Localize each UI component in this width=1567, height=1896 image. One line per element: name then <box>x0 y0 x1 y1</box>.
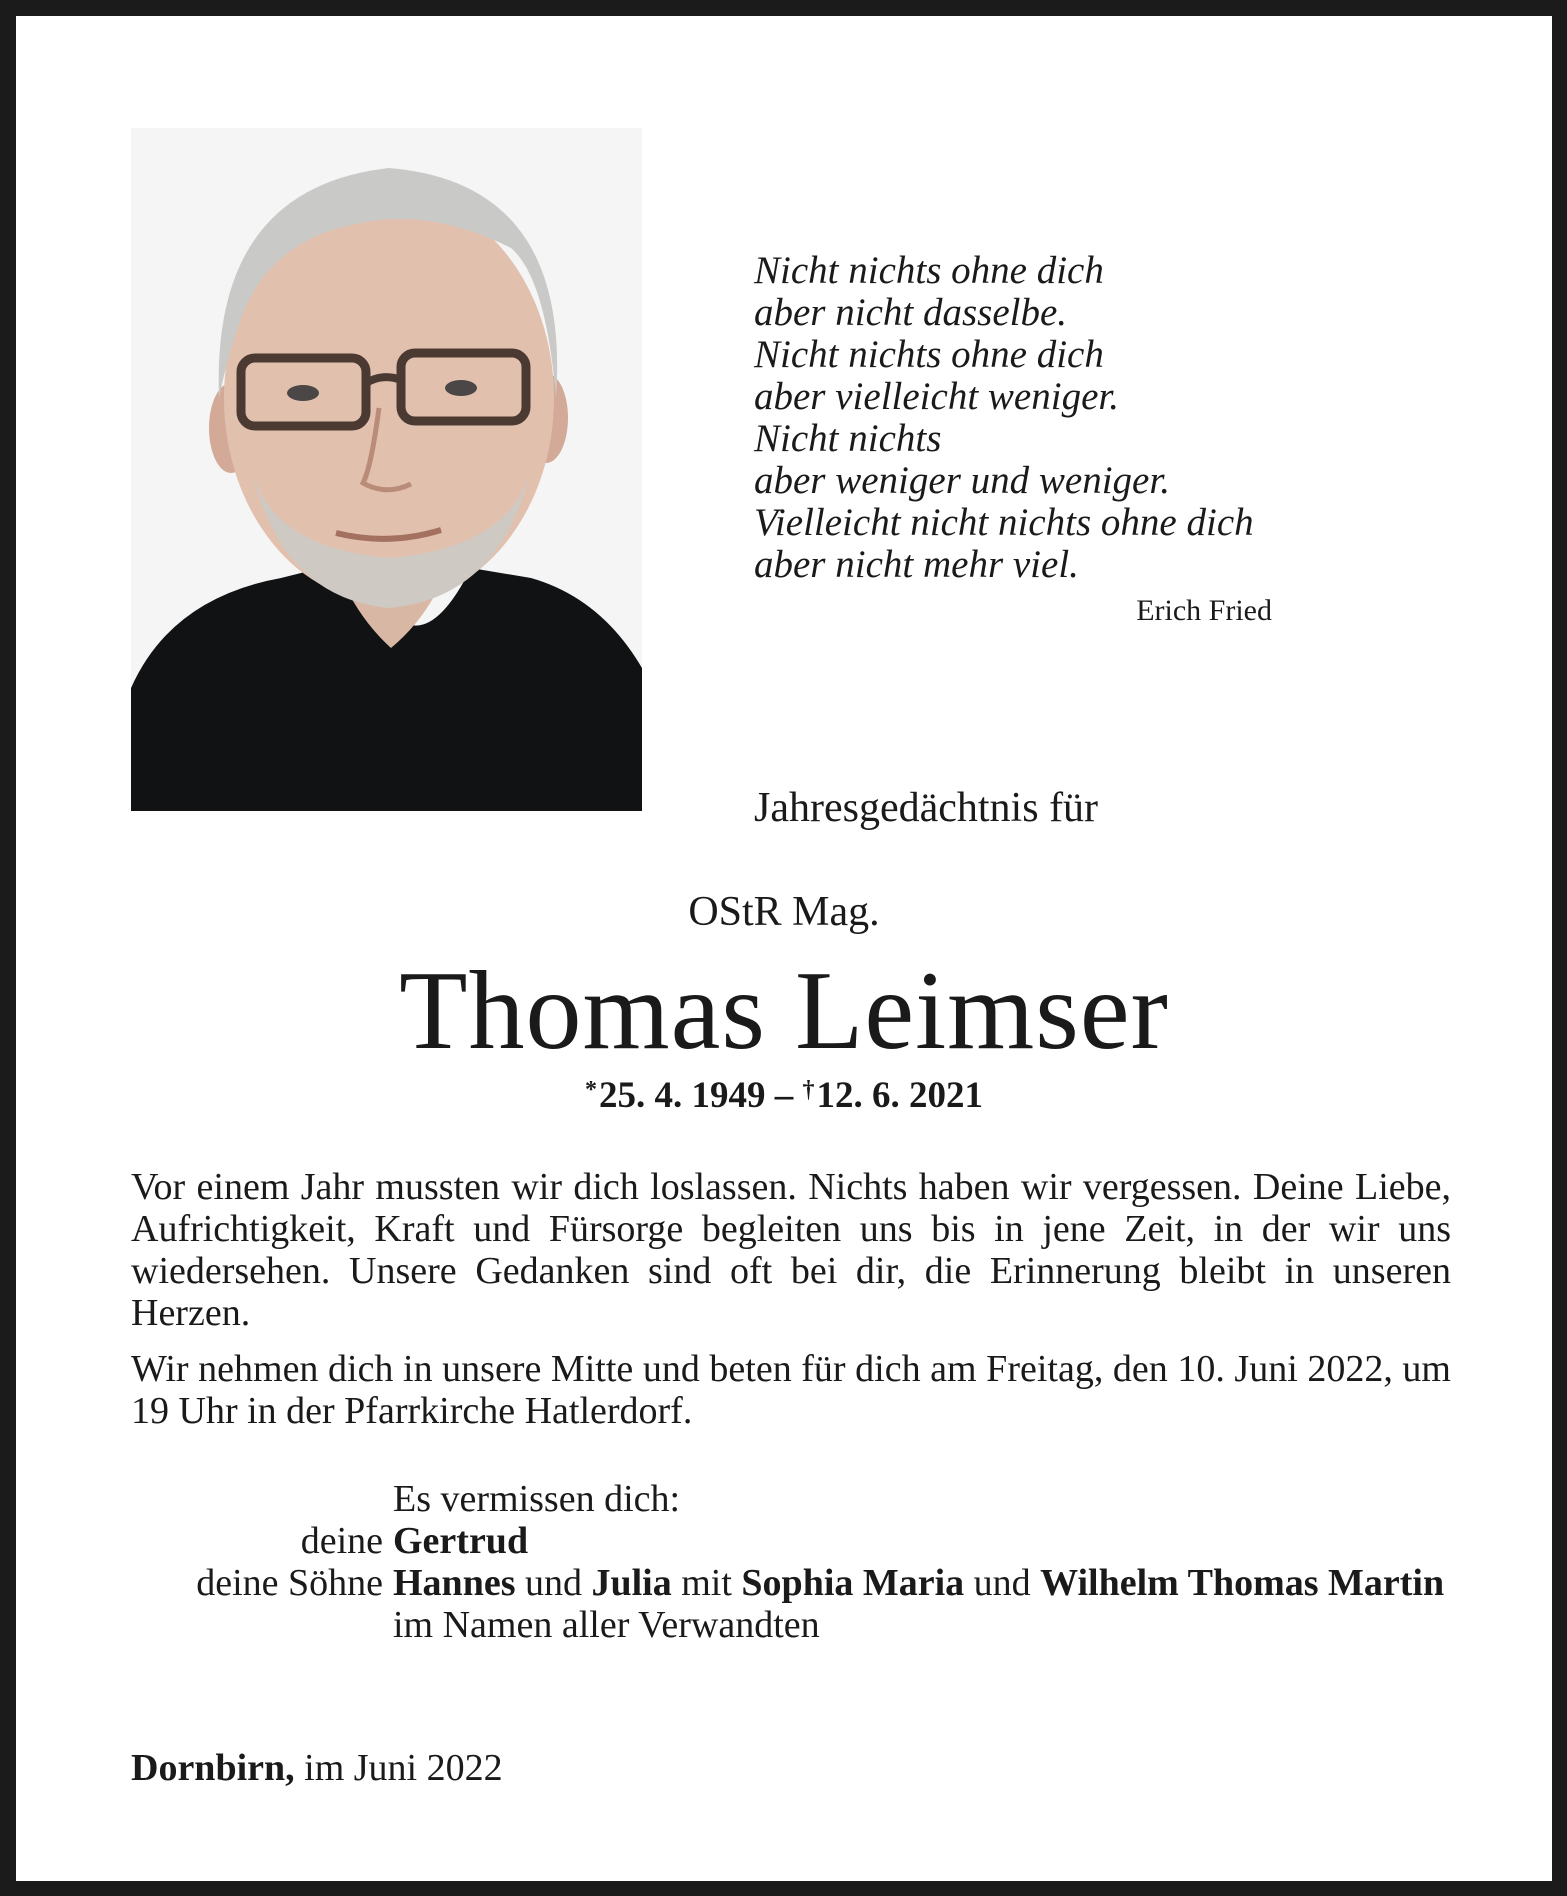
deceased-name: Thomas Leimser <box>399 949 1169 1073</box>
memorial-paragraph: Vor einem Jahr mussten wir dich loslassen. Nichts haben wir vergessen. Deine Liebe, Aufrichtigkeit, Kraft und Fürsorge begleiten uns bis in jene Zeit, in der wir uns wiedersehen. Unsere Gedanken sind oft bei dir, die Erinnerung bleibt in unseren Herzen. <box>131 1166 1451 1334</box>
conjunction: und <box>515 1562 592 1604</box>
mourner-label: deine Söhne <box>196 1562 383 1604</box>
mourner-names <box>393 1562 1451 1604</box>
poem-line: aber nicht dasselbe. <box>754 291 1068 334</box>
poem-line: Vielleicht nicht nichts ohne dich <box>754 501 1254 544</box>
portrait-photo <box>131 128 642 811</box>
poem-author: Erich Fried <box>1136 594 1272 627</box>
place: Dornbirn, <box>131 1747 295 1789</box>
partner-name: Julia <box>591 1562 672 1604</box>
son-name: Hannes <box>393 1562 516 1604</box>
life-dates <box>16 1074 1552 1117</box>
birth-symbol: * <box>585 1077 597 1103</box>
date: im Juni 2022 <box>294 1747 503 1789</box>
mourners-heading: Es vermissen dich: <box>393 1478 681 1520</box>
death-date: 12. 6. 2021 <box>816 1075 983 1116</box>
poem <box>754 250 1294 628</box>
poem-line: Nicht nichts <box>754 417 942 460</box>
obituary-page <box>16 16 1552 1881</box>
conjunction: und <box>964 1562 1041 1604</box>
mourner-row-sons <box>131 1562 1451 1604</box>
birth-date: 25. 4. 1949 <box>599 1075 766 1116</box>
death-symbol: † <box>802 1077 815 1103</box>
grandchild-name: Wilhelm Thomas Martin <box>1040 1562 1445 1604</box>
mourners-list <box>131 1478 1451 1646</box>
mourners-heading-row <box>131 1478 1451 1520</box>
mourner-label: deine <box>300 1520 383 1562</box>
poem-line: aber weniger und weniger. <box>754 459 1170 502</box>
poem-line: Nicht nichts ohne dich <box>754 333 1104 376</box>
relatives-note: im Namen aller Verwandten <box>393 1604 820 1646</box>
mourner-names <box>393 1520 1451 1562</box>
date-separator: – <box>765 1075 803 1116</box>
memorial-intro: Jahresgedächtnis für <box>754 785 1099 831</box>
memorial-text <box>131 1166 1451 1446</box>
mourner-label <box>131 1604 393 1646</box>
service-paragraph: Wir nehmen dich in unsere Mitte und beten für dich am Freitag, den 10. Juni 2022, um 19 Uhr in der Pfarrkirche Hatlerdorf. <box>131 1348 1451 1432</box>
poem-line: aber nicht mehr viel. <box>754 543 1079 586</box>
mourner-row-wife <box>131 1520 1451 1562</box>
grandchild-name: Sophia Maria <box>741 1562 965 1604</box>
mourner-row-relatives <box>131 1604 1451 1646</box>
honorific-title: OStR Mag. <box>688 889 880 935</box>
conjunction: mit <box>671 1562 742 1604</box>
wife-name: Gertrud <box>393 1520 529 1562</box>
poem-line: Nicht nichts ohne dich <box>754 249 1104 292</box>
place-date <box>131 1746 503 1790</box>
poem-line: aber vielleicht weniger. <box>754 375 1119 418</box>
mourner-label <box>131 1478 393 1520</box>
